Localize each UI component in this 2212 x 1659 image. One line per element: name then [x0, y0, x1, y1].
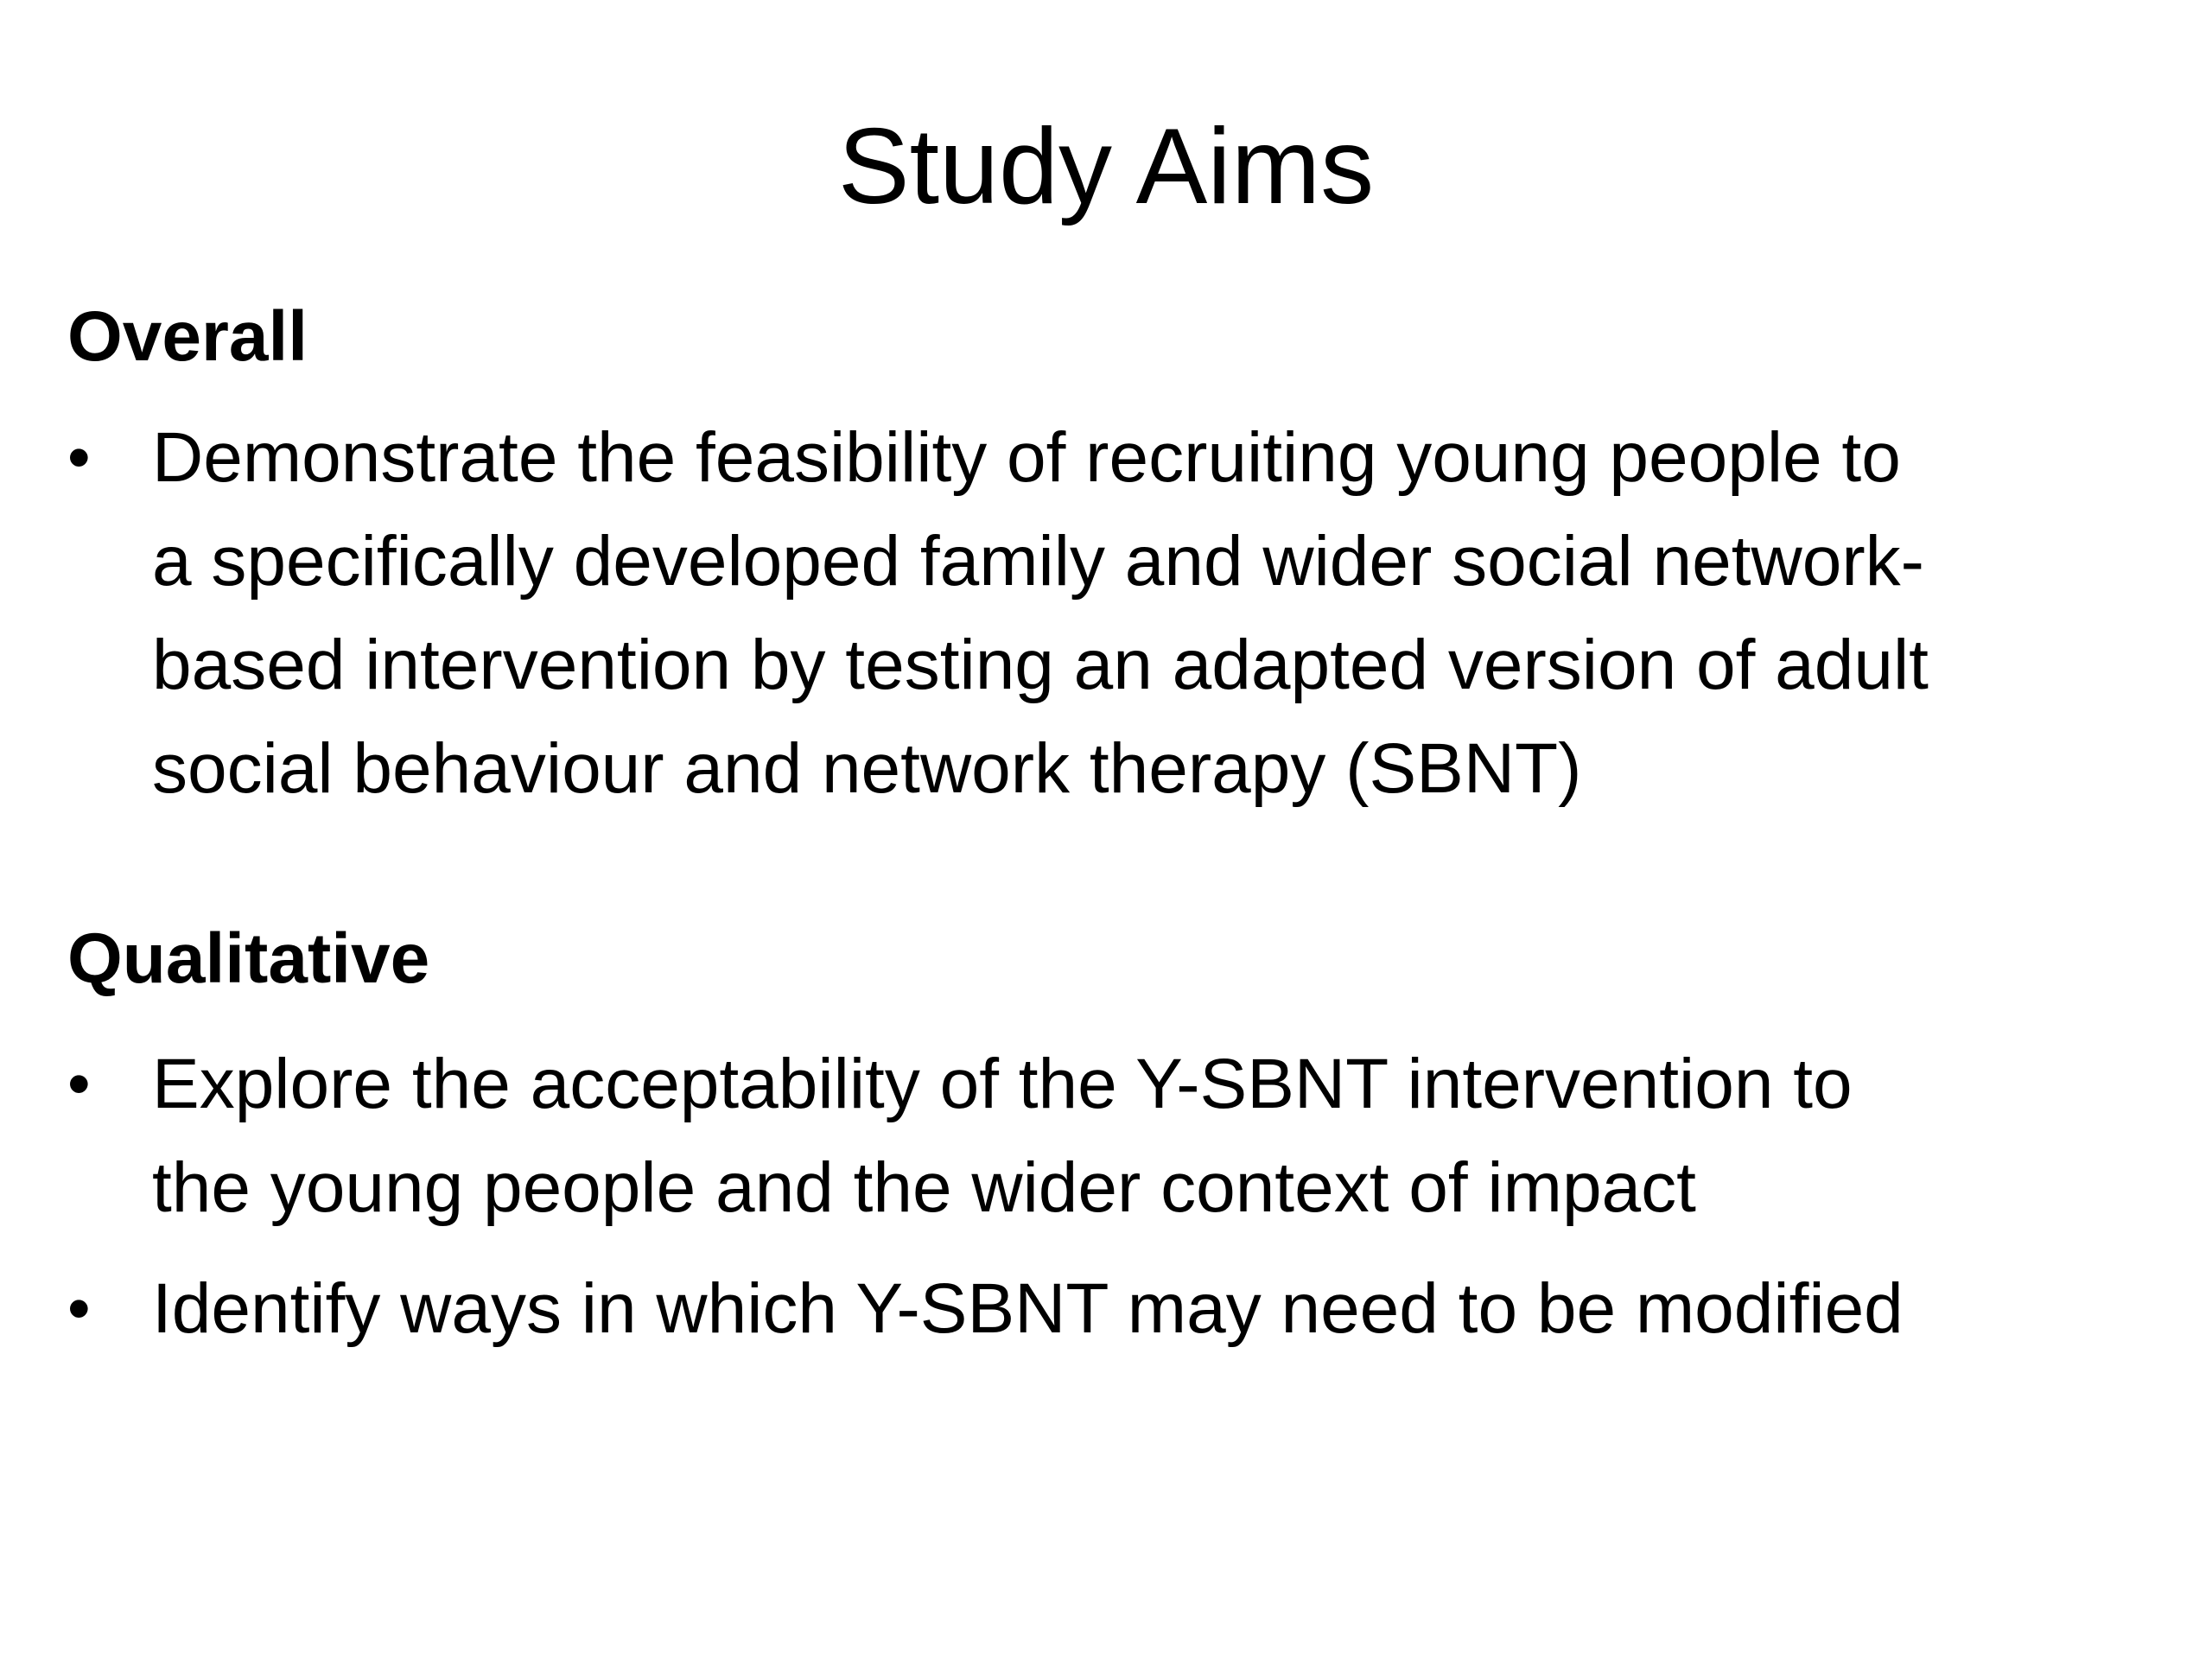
bullet-line: Explore the acceptability of the Y-SBNT intervention to	[152, 1045, 1853, 1123]
bullet-item	[67, 406, 2158, 821]
bullet-line: social behaviour and network therapy (SBNT)	[152, 729, 1582, 808]
section-heading-qualitative: Qualitative	[67, 919, 430, 998]
bullet-line: Demonstrate the feasibility of recruiting young people to	[152, 418, 1901, 497]
bullet-line: a specifically developed family and wider social network-	[152, 522, 1924, 601]
bullet-item	[67, 1257, 2158, 1361]
slide-content	[67, 294, 2158, 1361]
bullet-icon: •	[67, 1272, 91, 1345]
bullet-line: based intervention by testing an adapted version of adult	[152, 626, 1929, 704]
bullet-icon: •	[67, 1047, 91, 1121]
section-heading-overall: Overall	[67, 297, 308, 376]
slide-title: Study Aims	[837, 107, 1375, 226]
bullet-line: Identify ways in which Y-SBNT may need to be modified	[152, 1269, 1904, 1348]
bullet-list-qualitative	[67, 1033, 2158, 1361]
bullet-icon: •	[67, 421, 91, 494]
bullet-list-overall	[67, 406, 2158, 821]
bullet-line: the young people and the wider context of impact	[152, 1148, 1696, 1227]
bullet-item	[67, 1033, 2158, 1240]
